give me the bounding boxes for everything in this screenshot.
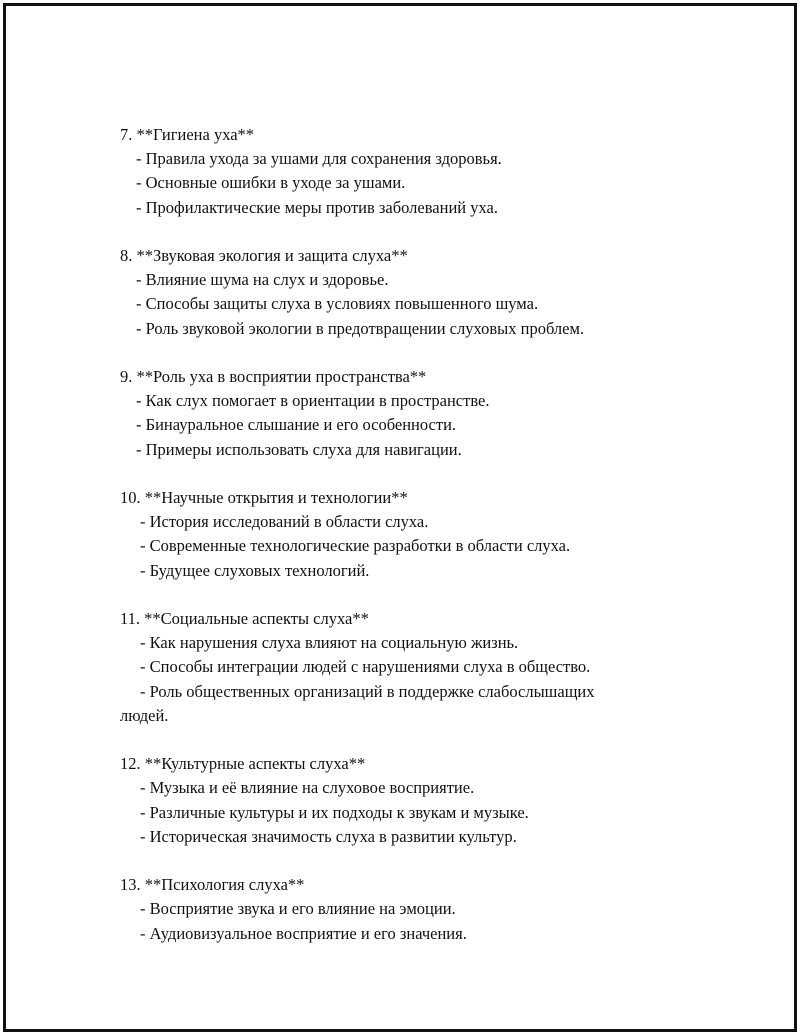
- list-item: - Восприятие звука и его влияние на эмоции.: [140, 899, 456, 919]
- list-item: - Профилактические меры против заболеваний уха.: [136, 197, 498, 217]
- list-item: - Бинауральное слышание и его особенности.: [136, 415, 457, 435]
- section-13: [120, 873, 680, 946]
- section-heading: 8. **Звуковая экология и защита слуха**: [120, 246, 408, 265]
- list-item: - Примеры использовать слуха для навигации.: [136, 439, 462, 459]
- section-12: [120, 752, 680, 849]
- section-7: [120, 123, 680, 220]
- list-item-continuation: людей.: [120, 705, 169, 725]
- document-body: [120, 123, 680, 970]
- list-item: - Правила ухода за ушами для сохранения здоровья.: [136, 149, 502, 169]
- list-item: - Основные ошибки в уходе за ушами.: [136, 173, 406, 193]
- list-item: - Будущее слуховых технологий.: [140, 560, 370, 580]
- list-item: - Способы интеграции людей с нарушениями слуха в общество.: [140, 657, 591, 677]
- list-item: - Различные культуры и их подходы к звукам и музыке.: [140, 802, 529, 822]
- list-item: - Музыка и её влияние на слуховое восприятие.: [140, 778, 475, 798]
- section-heading: 7. **Гигиена уха**: [120, 125, 255, 144]
- section-heading: 10. **Научные открытия и технологии**: [120, 488, 408, 507]
- section-heading: 9. **Роль уха в восприятии пространства**: [120, 367, 427, 386]
- list-item: - Влияние шума на слух и здоровье.: [136, 270, 389, 290]
- section-9: [120, 365, 680, 462]
- section-heading: 13. **Психология слуха**: [120, 875, 305, 895]
- list-item: - Как слух помогает в ориентации в пространстве.: [136, 391, 490, 411]
- section-10: [120, 486, 680, 583]
- section-heading: 12. **Культурные аспекты слуха**: [120, 754, 366, 774]
- section-11: [120, 607, 680, 728]
- list-item: - Роль общественных организаций в поддержке слабослышащих: [140, 681, 595, 701]
- section-8: [120, 244, 680, 341]
- list-item: - Аудиовизуальное восприятие и его значения.: [140, 923, 467, 943]
- list-item: - Как нарушения слуха влияют на социальную жизнь.: [140, 633, 519, 653]
- document-page: [3, 3, 797, 1032]
- list-item: - Роль звуковой экологии в предотвращении слуховых проблем.: [136, 318, 585, 338]
- list-item: - Способы защиты слуха в условиях повышенного шума.: [136, 294, 539, 314]
- list-item: - Историческая значимость слуха в развитии культур.: [140, 826, 517, 846]
- section-heading: 11. **Социальные аспекты слуха**: [120, 609, 369, 628]
- list-item: - Современные технологические разработки в области слуха.: [140, 536, 571, 556]
- list-item: - История исследований в области слуха.: [140, 512, 429, 532]
